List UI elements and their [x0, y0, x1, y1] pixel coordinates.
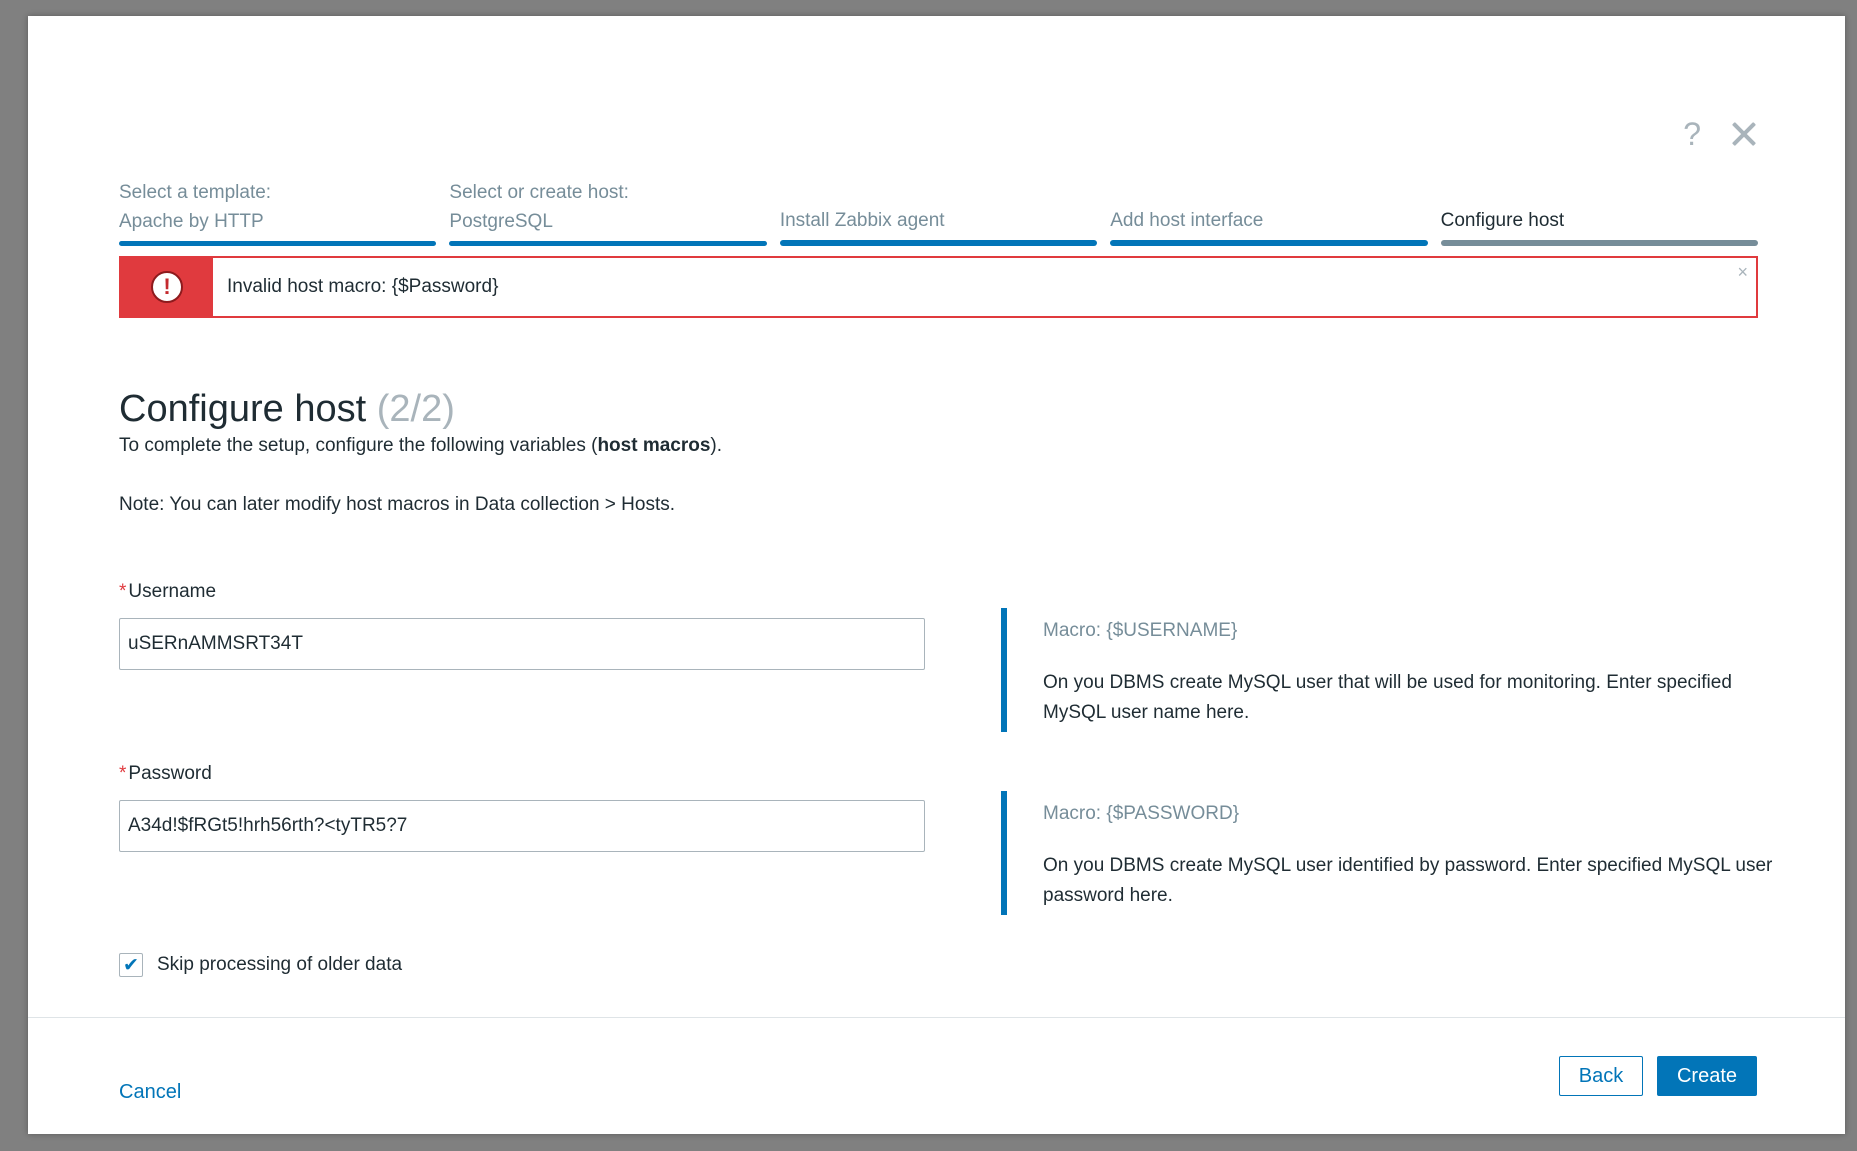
- step-progress-bar: [780, 240, 1097, 246]
- step-label-line2: Apache by HTTP: [119, 211, 264, 232]
- step-label-line1: Select or create host:: [449, 182, 629, 203]
- question-mark-icon[interactable]: ?: [1683, 116, 1701, 152]
- step-select-template: [119, 178, 436, 246]
- password-label-text: Password: [128, 763, 212, 784]
- username-macro-name: Macro: {$USERNAME}: [1043, 620, 1238, 641]
- footer-divider: [28, 1017, 1845, 1018]
- username-label: [119, 581, 216, 603]
- error-close-icon[interactable]: ×: [1737, 262, 1748, 282]
- password-macro-description: On you DBMS create MySQL user identified by password. Enter specified MySQL user password here.: [1043, 855, 1773, 906]
- close-icon[interactable]: [1731, 121, 1757, 147]
- password-label: [119, 763, 212, 785]
- step-install-agent: [780, 178, 1097, 246]
- page-step-counter: (2/2): [376, 388, 455, 430]
- step-select-host: [449, 178, 766, 246]
- password-macro-name: Macro: {$PASSWORD}: [1043, 803, 1240, 824]
- step-label: Add host interface: [1110, 210, 1264, 231]
- wizard-steps: [119, 178, 1758, 246]
- back-button[interactable]: Back: [1559, 1056, 1643, 1096]
- intro-text-end: ).: [710, 435, 723, 456]
- username-macro-description: On you DBMS create MySQL user that will be used for monitoring. Enter specified MySQL user name here.: [1043, 672, 1732, 723]
- error-icon-cell: [121, 258, 213, 316]
- step-label: Configure host: [1440, 210, 1565, 231]
- page-title: [119, 388, 455, 431]
- step-progress-bar: [1110, 240, 1427, 246]
- username-macro-info: [1001, 608, 1791, 732]
- step-progress-bar: [449, 241, 766, 246]
- step-label-line1: Select a template:: [119, 182, 272, 203]
- step-progress-bar: [119, 241, 436, 246]
- step-configure-host: [1441, 178, 1758, 246]
- intro-text: [119, 435, 722, 457]
- skip-older-data-label: Skip processing of older data: [157, 954, 403, 975]
- password-input[interactable]: [119, 800, 925, 852]
- error-message-box: [119, 256, 1758, 318]
- step-label: Install Zabbix agent: [779, 210, 945, 231]
- step-progress-bar: [1441, 240, 1758, 246]
- required-marker: *: [119, 763, 127, 784]
- skip-older-data-checkbox[interactable]: ✔: [119, 953, 143, 977]
- create-button[interactable]: Create: [1657, 1056, 1757, 1096]
- username-input[interactable]: [119, 618, 925, 670]
- username-label-text: Username: [128, 581, 217, 602]
- skip-older-data-option[interactable]: [119, 953, 402, 977]
- step-add-interface: [1110, 178, 1427, 246]
- note-text: Note: You can later modify host macros in Data collection > Hosts.: [119, 494, 676, 515]
- cancel-link[interactable]: Cancel: [119, 1081, 182, 1103]
- required-marker: *: [119, 581, 127, 602]
- step-label-line2: PostgreSQL: [449, 211, 553, 232]
- intro-text-start: To complete the setup, configure the following variables (: [119, 435, 598, 456]
- password-macro-info: [1001, 791, 1791, 915]
- wizard-dialog: [28, 16, 1845, 1134]
- page-title-text: Configure host: [119, 388, 367, 430]
- exclamation-icon: !: [151, 271, 183, 303]
- dialog-header-actions: [1683, 118, 1757, 150]
- error-message-text: Invalid host macro: {$Password}: [227, 276, 499, 297]
- intro-text-bold: host macros: [597, 435, 711, 456]
